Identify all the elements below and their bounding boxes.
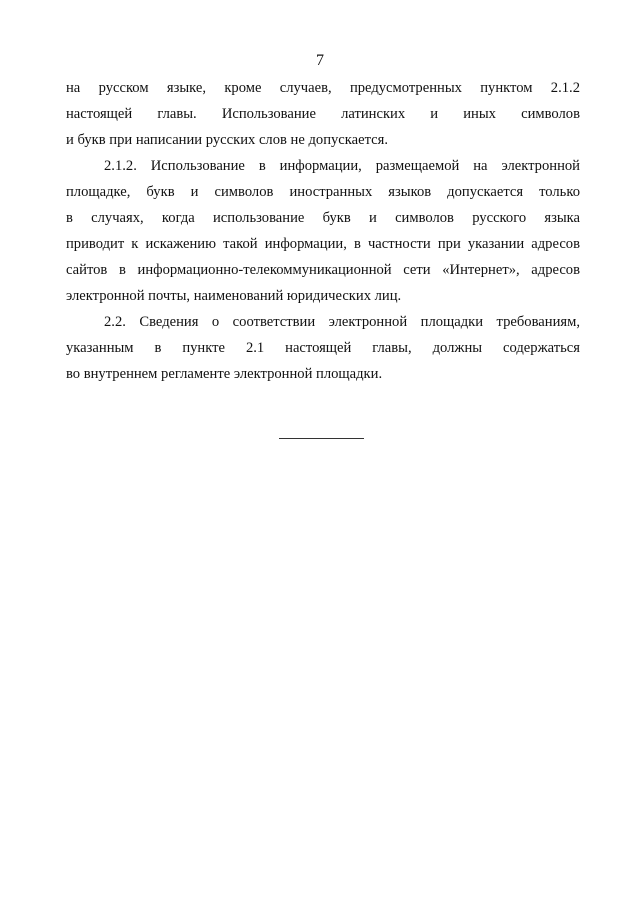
page-number: 7: [316, 52, 324, 69]
paragraph-2-2: [66, 309, 580, 387]
document-body: [66, 75, 580, 387]
text-line: приводит к искажению такой информации, в частности при указании адресов: [66, 236, 580, 252]
text-line: в случаях, когда использование букв и символов русского языка: [66, 210, 580, 226]
text-line: и букв при написании русских слов не допускается.: [66, 132, 389, 148]
text-line: площадке, букв и символов иностранных языков допускается только: [66, 184, 580, 200]
text-line: на русском языке, кроме случаев, предусмотренных пунктом 2.1.2: [66, 80, 580, 96]
text-line: электронной почты, наименований юридических лиц.: [66, 288, 402, 304]
text-line: 2.1.2. Использование в информации, размещаемой на электронной: [104, 158, 580, 174]
paragraph-2-1-2: [66, 153, 580, 309]
end-of-document-rule: [279, 438, 364, 439]
text-line: указанным в пункте 2.1 настоящей главы, должны содержаться: [66, 340, 580, 356]
text-line: сайтов в информационно-телекоммуникационной сети «Интернет», адресов: [66, 262, 580, 278]
paragraph-continuation: [66, 75, 580, 153]
text-line: во внутреннем регламенте электронной площадки.: [66, 366, 383, 382]
text-line: 2.2. Сведения о соответствии электронной площадки требованиям,: [104, 314, 580, 330]
text-line: настоящей главы. Использование латинских и иных символов: [66, 106, 580, 122]
